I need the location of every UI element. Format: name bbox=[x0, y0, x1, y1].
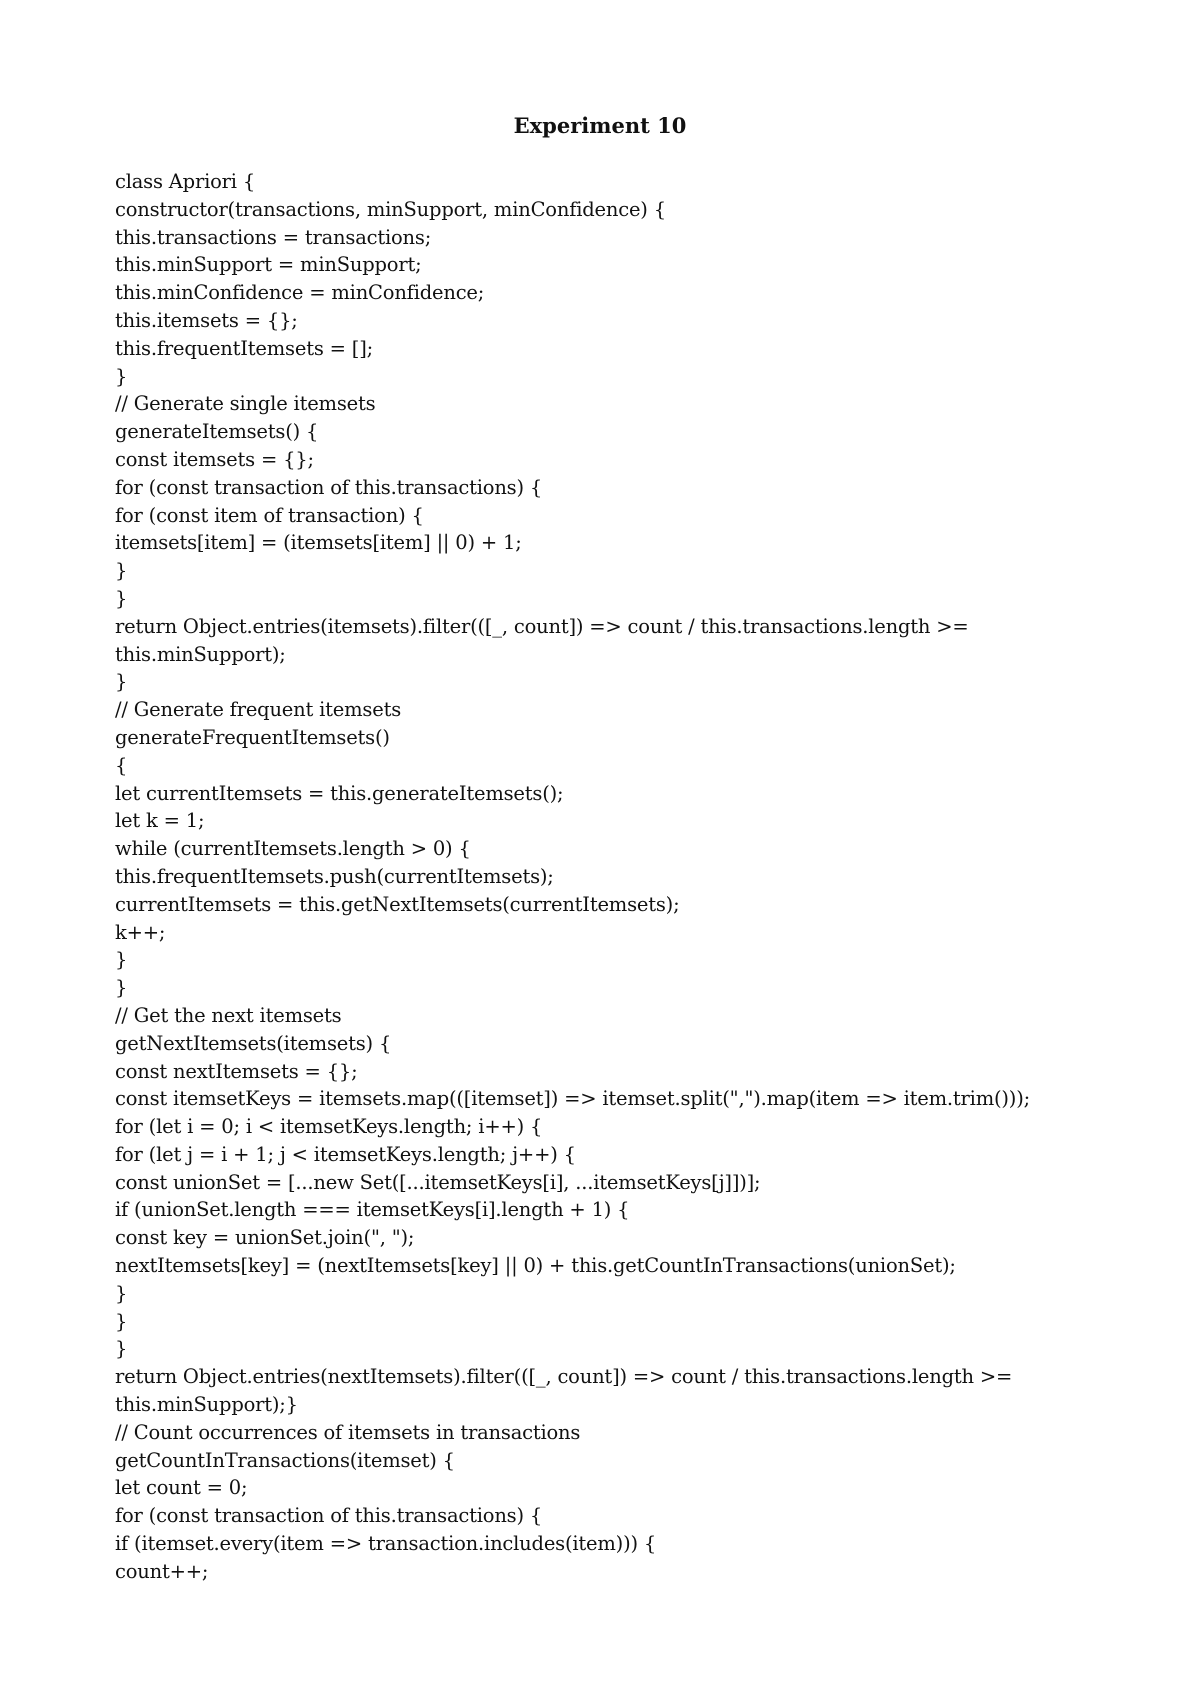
code-line: let currentItemsets = this.generateItemsets(); bbox=[115, 781, 564, 805]
code-line: for (const transaction of this.transactions) { bbox=[115, 1504, 543, 1528]
code-line: itemsets[item] = (itemsets[item] || 0) + 1; bbox=[115, 531, 522, 555]
code-line: currentItemsets = this.getNextItemsets(currentItemsets); bbox=[115, 892, 680, 916]
code-line: return Object.entries(itemsets).filter(([_, count]) => count / this.transactions.length >= bbox=[115, 614, 969, 638]
code-line: } bbox=[115, 364, 128, 388]
code-line: this.frequentItemsets = []; bbox=[115, 336, 373, 360]
code-line: // Generate single itemsets bbox=[115, 392, 376, 416]
code-line: while (currentItemsets.length > 0) { bbox=[115, 837, 471, 861]
code-line: { bbox=[115, 753, 128, 777]
code-line: constructor(transactions, minSupport, minConfidence) { bbox=[115, 197, 666, 221]
code-listing bbox=[115, 168, 1175, 1586]
code-line: } bbox=[115, 670, 128, 694]
code-line: for (let j = i + 1; j < itemsetKeys.length; j++) { bbox=[115, 1142, 576, 1166]
code-line: // Get the next itemsets bbox=[115, 1003, 342, 1027]
code-line: return Object.entries(nextItemsets).filter(([_, count]) => count / this.transactions.length >= bbox=[115, 1365, 1013, 1389]
code-line: } bbox=[115, 586, 128, 610]
code-line: // Count occurrences of itemsets in transactions bbox=[115, 1420, 581, 1444]
code-line: this.itemsets = {}; bbox=[115, 308, 298, 332]
code-line: for (let i = 0; i < itemsetKeys.length; i++) { bbox=[115, 1115, 543, 1139]
code-line: if (itemset.every(item => transaction.includes(item))) { bbox=[115, 1532, 657, 1556]
code-line: this.minSupport = minSupport; bbox=[115, 253, 422, 277]
code-line: if (unionSet.length === itemsetKeys[i].length + 1) { bbox=[115, 1198, 630, 1222]
code-line: } bbox=[115, 559, 128, 583]
code-line: for (const item of transaction) { bbox=[115, 503, 424, 527]
code-line: const itemsetKeys = itemsets.map(([itemset]) => itemset.split(",").map(item => item.trim())); bbox=[115, 1087, 1030, 1111]
code-line: } bbox=[115, 1337, 128, 1361]
code-line: const nextItemsets = {}; bbox=[115, 1059, 358, 1083]
code-line: getNextItemsets(itemsets) { bbox=[115, 1031, 392, 1055]
code-line: const unionSet = [...new Set([...itemsetKeys[i], ...itemsetKeys[j]])]; bbox=[115, 1170, 761, 1194]
code-line: k++; bbox=[115, 920, 166, 944]
code-line: this.frequentItemsets.push(currentItemsets); bbox=[115, 864, 554, 888]
code-line: let k = 1; bbox=[115, 809, 205, 833]
code-line: getCountInTransactions(itemset) { bbox=[115, 1448, 455, 1472]
code-line: let count = 0; bbox=[115, 1476, 248, 1500]
code-line: this.minSupport);} bbox=[115, 1393, 298, 1417]
code-line: for (const transaction of this.transactions) { bbox=[115, 475, 543, 499]
code-line: this.transactions = transactions; bbox=[115, 225, 432, 249]
document-title: Experiment 10 bbox=[513, 113, 687, 138]
code-line: const itemsets = {}; bbox=[115, 447, 314, 471]
code-line: } bbox=[115, 1309, 128, 1333]
code-line: generateFrequentItemsets() bbox=[115, 725, 390, 749]
code-line: this.minConfidence = minConfidence; bbox=[115, 281, 485, 305]
code-line: const key = unionSet.join(", "); bbox=[115, 1226, 415, 1250]
code-line: class Apriori { bbox=[115, 170, 256, 193]
code-line: count++; bbox=[115, 1559, 209, 1583]
code-line: } bbox=[115, 976, 128, 1000]
code-line: } bbox=[115, 948, 128, 972]
code-line: this.minSupport); bbox=[115, 642, 286, 666]
code-line: generateItemsets() { bbox=[115, 420, 319, 444]
code-line: // Generate frequent itemsets bbox=[115, 698, 402, 722]
code-line: nextItemsets[key] = (nextItemsets[key] || 0) + this.getCountInTransactions(unionSet); bbox=[115, 1254, 956, 1278]
code-line: } bbox=[115, 1281, 128, 1305]
